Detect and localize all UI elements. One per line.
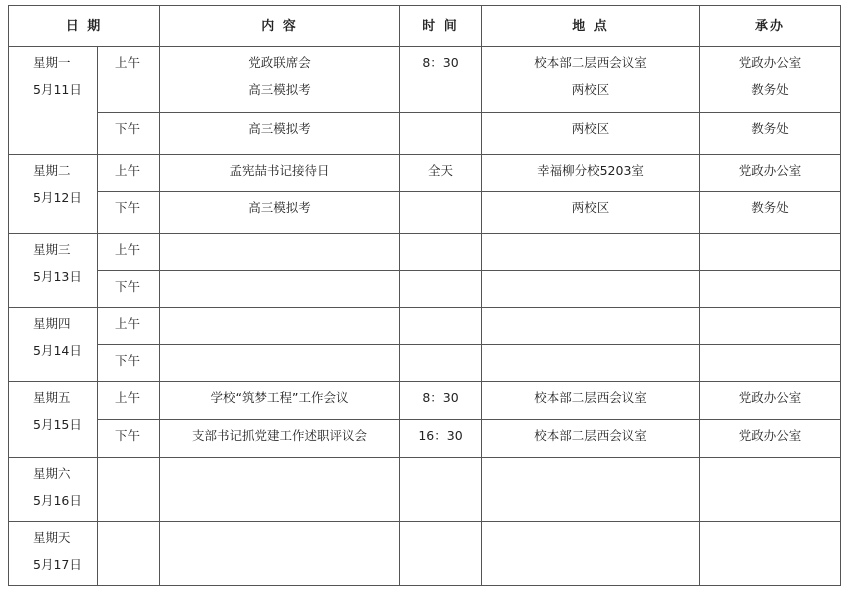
table-row: [9, 308, 841, 345]
am-label: 上午: [98, 47, 160, 113]
weekday-label: 星期五: [33, 390, 71, 405]
time-cell: [400, 192, 482, 234]
header-time: 时 间: [400, 6, 482, 47]
time-cell: [400, 345, 482, 382]
place-cell: [482, 234, 700, 271]
schedule-container: [8, 5, 841, 586]
table-row: [9, 382, 841, 420]
content-cell: [160, 271, 400, 308]
header-content: 内 容: [160, 6, 400, 47]
host-cell: 党政办公室: [700, 382, 841, 420]
content-cell: [160, 234, 400, 271]
time-cell: [400, 458, 482, 522]
time-cell: 8：30: [400, 382, 482, 420]
place-cell: 校本部二层西会议室: [482, 382, 700, 420]
host-cell: 教务处: [700, 192, 841, 234]
header-place: 地 点: [482, 6, 700, 47]
content-item: 高三模拟考: [248, 82, 311, 97]
content-cell: [160, 522, 400, 586]
place-cell: 两校区: [482, 113, 700, 155]
host-cell: [700, 234, 841, 271]
content-cell: [160, 47, 400, 113]
place-cell: [482, 522, 700, 586]
table-row: [9, 47, 841, 113]
am-label: 上午: [98, 382, 160, 420]
day-cell: [9, 47, 98, 155]
date-label: 5月14日: [33, 343, 82, 358]
header-row: [9, 6, 841, 47]
date-label: 5月12日: [33, 190, 82, 205]
table-row: [9, 345, 841, 382]
table-row: [9, 522, 841, 586]
time-cell: [400, 522, 482, 586]
content-cell: [160, 308, 400, 345]
host-cell: [700, 271, 841, 308]
date-label: 5月17日: [33, 557, 82, 572]
time-cell: 全天: [400, 155, 482, 192]
weekday-label: 星期六: [33, 466, 71, 481]
table-row: [9, 458, 841, 522]
content-cell: 孟宪喆书记接待日: [160, 155, 400, 192]
place-cell: [482, 345, 700, 382]
host-cell: [700, 308, 841, 345]
weekday-label: 星期天: [33, 530, 71, 545]
place-cell: [482, 308, 700, 345]
content-cell: 高三模拟考: [160, 113, 400, 155]
pm-label: 下午: [98, 345, 160, 382]
table-row: [9, 420, 841, 458]
day-cell: [9, 522, 98, 586]
table-row: [9, 155, 841, 192]
header-date: 日 期: [9, 6, 160, 47]
half-cell: [98, 458, 160, 522]
place-cell: 幸福柳分校5203室: [482, 155, 700, 192]
time-cell: [400, 113, 482, 155]
weekday-label: 星期一: [33, 55, 71, 70]
host-item: 教务处: [751, 82, 789, 97]
table-row: [9, 234, 841, 271]
am-label: 上午: [98, 234, 160, 271]
time-cell: [400, 234, 482, 271]
place-cell: [482, 47, 700, 113]
content-cell: 高三模拟考: [160, 192, 400, 234]
place-item: 两校区: [571, 82, 610, 97]
place-cell: [482, 458, 700, 522]
host-cell: [700, 47, 841, 113]
content-cell: 支部书记抓党建工作述职评议会: [160, 420, 400, 458]
time-cell: 8：30: [400, 47, 482, 113]
weekday-label: 星期三: [33, 242, 71, 257]
time-cell: 16：30: [400, 420, 482, 458]
day-cell: [9, 308, 98, 382]
day-cell: [9, 382, 98, 458]
am-label: 上午: [98, 155, 160, 192]
content-item: 党政联席会: [248, 55, 311, 70]
pm-label: 下午: [98, 271, 160, 308]
place-cell: 两校区: [482, 192, 700, 234]
host-cell: 党政办公室: [700, 420, 841, 458]
place-item: 校本部二层西会议室: [534, 55, 647, 70]
content-cell: [160, 345, 400, 382]
date-label: 5月13日: [33, 269, 82, 284]
half-cell: [98, 522, 160, 586]
weekday-label: 星期四: [33, 316, 71, 331]
table-row: [9, 113, 841, 155]
pm-label: 下午: [98, 420, 160, 458]
header-host: 承办: [700, 6, 841, 47]
content-cell: [160, 458, 400, 522]
date-label: 5月11日: [33, 82, 82, 97]
host-cell: 党政办公室: [700, 155, 841, 192]
time-cell: [400, 271, 482, 308]
day-cell: [9, 458, 98, 522]
pm-label: 下午: [98, 192, 160, 234]
time-cell: [400, 308, 482, 345]
weekday-label: 星期二: [33, 163, 71, 178]
host-cell: [700, 458, 841, 522]
day-cell: [9, 155, 98, 234]
date-label: 5月16日: [33, 493, 82, 508]
table-row: [9, 192, 841, 234]
place-cell: [482, 271, 700, 308]
host-cell: [700, 522, 841, 586]
place-cell: 校本部二层西会议室: [482, 420, 700, 458]
host-cell: [700, 345, 841, 382]
content-cell: 学校“筑梦工程”工作会议: [160, 382, 400, 420]
day-cell: [9, 234, 98, 308]
weekly-schedule-table: [8, 5, 841, 586]
host-item: 党政办公室: [738, 55, 802, 70]
table-row: [9, 271, 841, 308]
date-label: 5月15日: [33, 417, 82, 432]
am-label: 上午: [98, 308, 160, 345]
host-cell: 教务处: [700, 113, 841, 155]
pm-label: 下午: [98, 113, 160, 155]
